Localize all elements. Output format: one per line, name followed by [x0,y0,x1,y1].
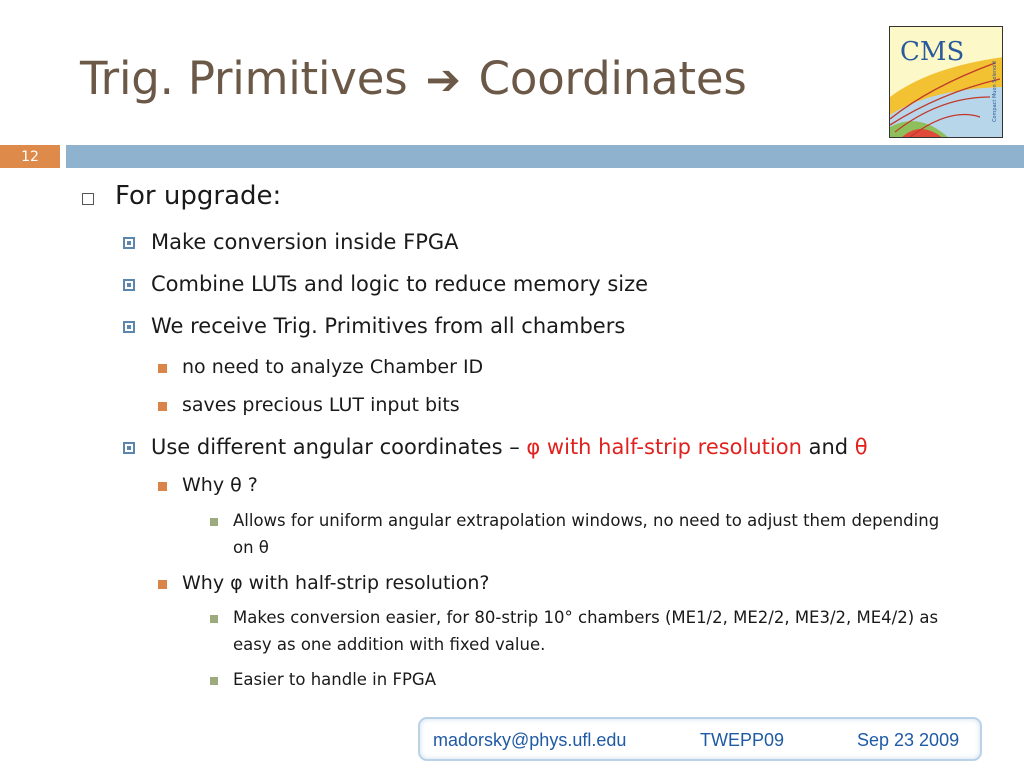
bullet-level2-angular [151,435,868,459]
logo-text: CMS [900,37,965,67]
angular-and: and [801,435,855,459]
bullet-level3: saves precious LUT input bits [182,394,460,416]
right-arrow-icon: ➔ [425,55,461,104]
green-square-bullet-icon [210,518,218,526]
orange-square-bullet-icon [158,364,167,373]
square-bullet-icon [123,279,135,291]
bullet-level3: no need to analyze Chamber ID [182,356,484,378]
logo-subtitle: Compact Muon Solenoid [992,61,998,122]
bullet-level4: Easier to handle in FPGA [233,670,436,689]
angular-prefix: Use different angular coordinates – [151,435,527,459]
bullet-level3: Why θ ? [182,474,258,496]
hollow-square-bullet-icon [82,193,94,205]
bullet-level2: Make conversion inside FPGA [151,230,459,254]
square-bullet-icon [123,321,135,333]
bullet-level4: Allows for uniform angular extrapolation windows, no need to adjust them depending on θ [233,511,940,557]
bullet-level4: Makes conversion easier, for 80-strip 10° chambers (ME1/2, ME2/2, ME3/2, ME4/2) as easy as one addition with fixed value. [233,608,939,654]
green-square-bullet-icon [210,615,218,623]
bullet-level1: For upgrade: [115,181,282,211]
title-left: Trig. Primitives [80,52,408,105]
square-bullet-icon [123,237,135,249]
footer-email: madorsky@phys.ufl.edu [433,730,627,750]
square-bullet-icon [123,442,135,454]
orange-square-bullet-icon [158,402,167,411]
title-right: Coordinates [478,52,747,105]
bullet-level2: We receive Trig. Primitives from all chambers [151,314,626,338]
footer-conference: TWEPP09 [700,730,785,750]
angular-theta: θ [854,435,868,459]
green-square-bullet-icon [210,677,218,685]
bullet-level3: Why φ with half-strip resolution? [182,572,490,594]
footer-date: Sep 23 2009 [857,730,960,750]
angular-phi: φ with half-strip resolution [526,435,802,459]
orange-square-bullet-icon [158,482,167,491]
footer-bar [418,717,982,761]
orange-square-bullet-icon [158,580,167,589]
slide-number: 12 [0,145,60,168]
bullet-level2: Combine LUTs and logic to reduce memory size [151,272,649,296]
